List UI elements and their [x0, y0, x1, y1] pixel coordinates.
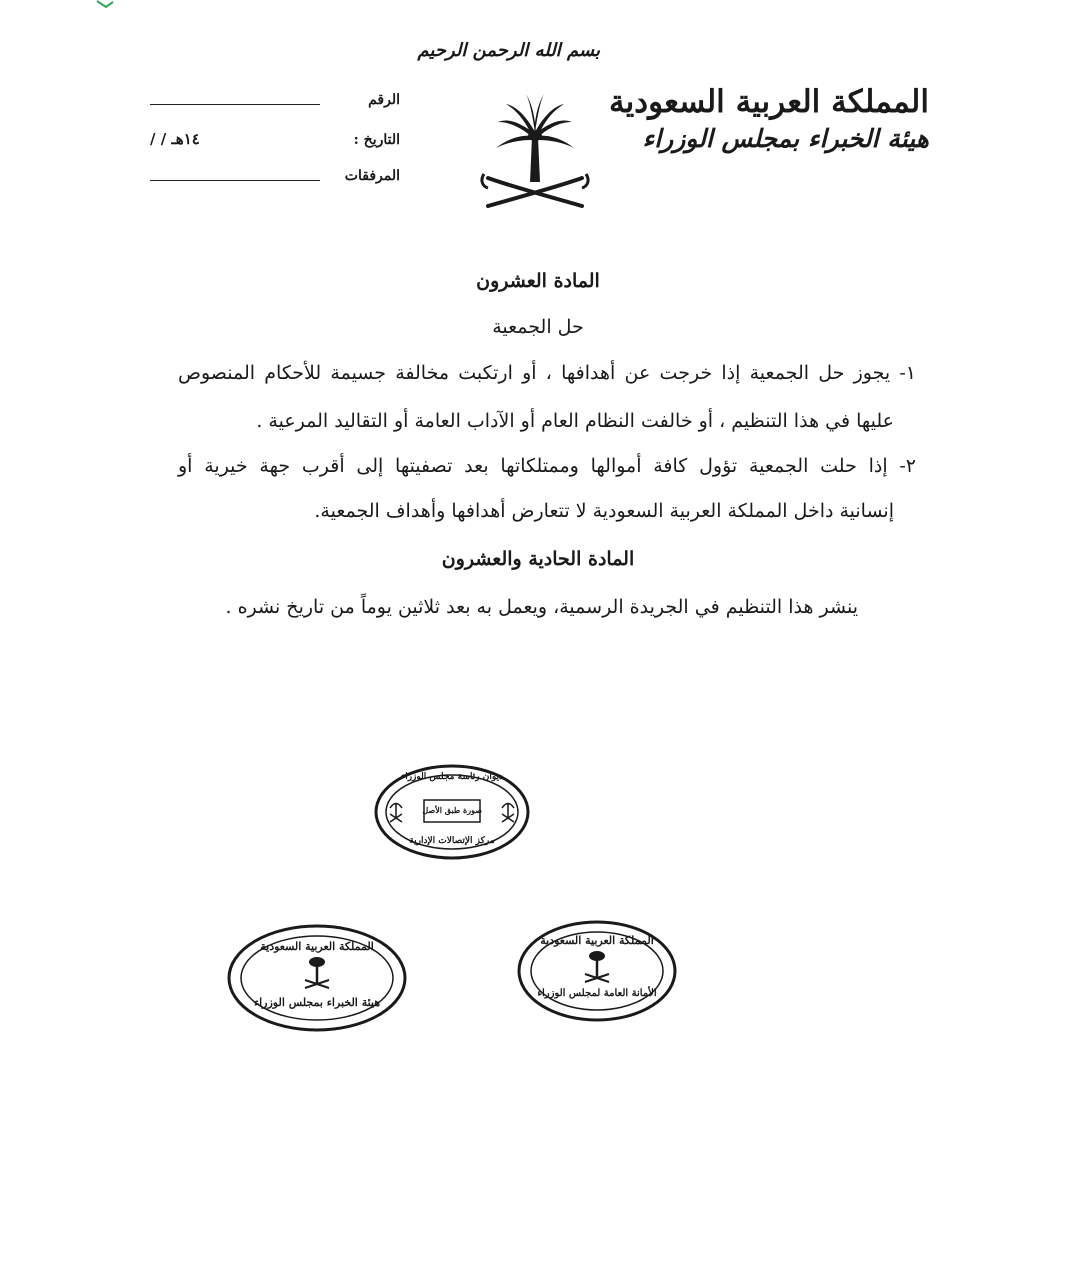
- stamp1-inner-text: صورة طبق الأصل: [422, 805, 482, 815]
- article-20-item1-line1: ١- يجوز حل الجمعية إذا خرجت عن أهدافها ، أو ارتكبت مخالفة جسيمة للأحكام المنصوص: [178, 362, 916, 384]
- stamp2-top-text: المملكة العربية السعودية: [260, 940, 374, 953]
- stamp3-bottom-text: الأمانة العامة لمجلس الوزراء: [537, 988, 657, 999]
- attachments-line: [150, 180, 320, 181]
- letterhead-authority: هيئة الخبراء بمجلس الوزراء: [642, 124, 929, 153]
- stamp-experts-commission: [225, 922, 409, 1034]
- article-20-item1-line2: عليها في هذا التنظيم ، أو خالفت النظام العام أو الآداب العامة أو التقاليد المرعية .: [256, 410, 894, 432]
- article-21-title: المادة الحادية والعشرون: [441, 548, 635, 570]
- date-label: التاريخ :: [353, 132, 400, 148]
- palm-and-crossed-swords-icon: [470, 82, 600, 212]
- letterhead-country: المملكة العربية السعودية: [609, 84, 929, 120]
- saudi-emblem-icon: [585, 951, 609, 982]
- attachments-row: [345, 168, 400, 184]
- article-20-item2-line1: ٢- إذا حلت الجمعية تؤول كافة أموالها وممتلكاتها بعد تصفيتها إلى أقرب جهة خيرية أو: [178, 455, 916, 477]
- number-label: الرقم: [368, 92, 400, 108]
- article-20-item2-line2: إنسانية داخل المملكة العربية السعودية لا تتعارض أهدافها وأهداف الجمعية.: [314, 500, 894, 522]
- corner-mark-icon: [96, 0, 114, 8]
- basmala: بسم الله الرحمن الرحيم: [417, 40, 600, 61]
- article-21-text: ينشر هذا التنظيم في الجريدة الرسمية، ويعمل به بعد ثلاثين يوماً من تاريخ نشره .: [225, 596, 858, 618]
- stamp1-top-text: ديوان رئاسة مجلس الوزراء: [400, 772, 504, 782]
- date-row: [354, 132, 400, 148]
- saudi-emblem-icon: [305, 957, 329, 988]
- article-20-subtitle: حل الجمعية: [492, 316, 584, 338]
- number-line: [150, 104, 320, 105]
- letterhead: [609, 82, 929, 156]
- article-20-title: المادة العشرون: [476, 270, 600, 292]
- date-value: / / ١٤هـ: [150, 130, 200, 148]
- stamp3-top-text: المملكة العربية السعودية: [540, 934, 654, 947]
- stamp2-bottom-text: هيئة الخبراء بمجلس الوزراء: [253, 996, 381, 1009]
- stamp1-bottom-text: مركز الإتصالات الإدارية: [409, 836, 495, 846]
- number-row: [368, 92, 400, 108]
- attachments-label: المرفقات: [344, 168, 400, 184]
